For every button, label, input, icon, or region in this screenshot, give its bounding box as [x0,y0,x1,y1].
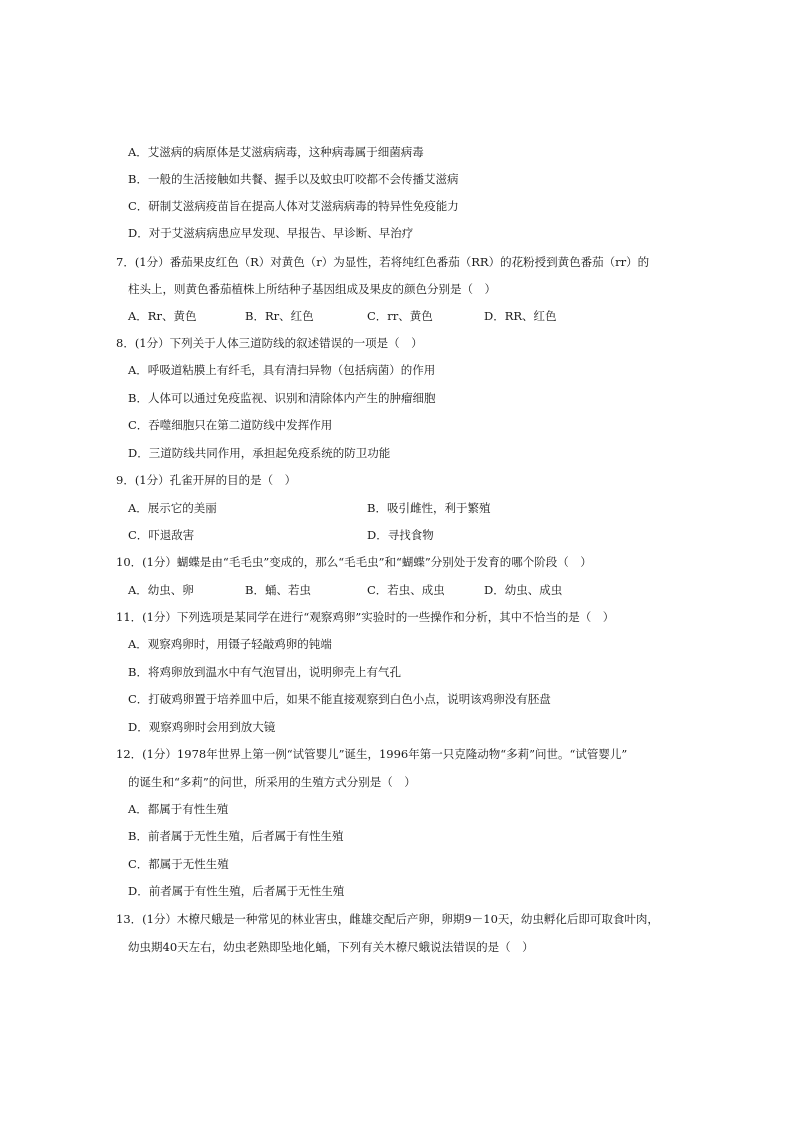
q7-stem-line2: 柱头上，则黄色番茄植株上所结种子基因组成及果皮的颜色分别是（ ） [128,282,496,296]
q7-option-a: A．Rr、黄色 [128,309,197,323]
q7-option-b: B．Rr、红色 [245,309,314,323]
q8-option-d: D．三道防线共同作用，承担起免疫系统的防卫功能 [128,446,391,460]
q9-stem: 9．(1分）孔雀开屏的目的是（ ） [116,473,297,487]
q10-stem: 10．(1分）蝴蝶是由“毛毛虫”变成的，那么“毛毛虫”和“蝴蝶”分别处于发育的哪个阶段（ ） [116,555,592,569]
q9-option-b: B．吸引雌性，利于繁殖 [367,501,491,515]
q7-stem-line1: 7．(1分）番茄果皮红色（R）对黄色（r）为显性，若将纯红色番茄（RR）的花粉授到黄色番茄（rr）的 [116,255,650,269]
q7-option-c: C．rr、黄色 [367,309,433,323]
q12-option-c: C．都属于无性生殖 [128,857,229,871]
q9-option-c: C．吓退敌害 [128,528,195,542]
q9-option-a: A．展示它的美丽 [128,501,217,515]
q11-option-c: C．打破鸡卵置于培养皿中后，如果不能直接观察到白色小点，说明该鸡卵没有胚盘 [128,692,551,706]
q6-option-b: B．一般的生活接触如共餐、握手以及蚊虫叮咬都不会传播艾滋病 [128,172,459,186]
q13-stem-line2: 幼虫期40天左右，幼虫老熟即坠地化蛹，下列有关木橑尺蛾说法错误的是（ ） [128,940,534,954]
q10-option-c: C．若虫、成虫 [367,583,445,597]
q10-option-b: B．蛹、若虫 [245,583,311,597]
q12-option-a: A．都属于有性生殖 [128,802,229,816]
q12-option-b: B．前者属于无性生殖，后者属于有性生殖 [128,829,344,843]
q13-stem-line1: 13．(1分）木橑尺蛾是一种常见的林业害虫，雌雄交配后产卵，卵期9－10天，幼虫孵化后即可取食叶肉， [116,912,659,926]
q8-option-c: C．吞噬细胞只在第二道防线中发挥作用 [128,418,333,432]
q8-stem: 8．(1分）下列关于人体三道防线的叙述错误的一项是（ ） [116,336,423,350]
q8-option-b: B．人体可以通过免疫监视、识别和清除体内产生的肿瘤细胞 [128,391,436,405]
q6-option-a: A．艾滋病的病原体是艾滋病病毒，这种病毒属于细菌病毒 [128,145,424,159]
q11-stem: 11．(1分）下列选项是某同学在进行“观察鸡卵”实验时的一些操作和分析，其中不恰当的是（ ） [116,610,615,624]
q11-option-a: A．观察鸡卵时，用镊子轻敲鸡卵的钝端 [128,637,332,651]
q9-option-d: D．寻找食物 [367,528,434,542]
q7-option-d: D．RR、红色 [484,309,557,323]
q8-option-a: A．呼吸道粘膜上有纤毛，具有清扫异物（包括病菌）的作用 [128,363,436,377]
q12-stem-line1: 12．(1分）1978年世界上第一例“试管婴儿”诞生，1996年第一只克隆动物“多莉”问世。“试管婴儿” [116,747,628,761]
q12-stem-line2: 的诞生和“多莉”的问世，所采用的生殖方式分别是（ ） [128,775,416,789]
q12-option-d: D．前者属于有性生殖，后者属于无性生殖 [128,884,345,898]
q10-option-d: D．幼虫、成虫 [484,583,563,597]
q11-option-b: B．将鸡卵放到温水中有气泡冒出，说明卵壳上有气孔 [128,665,401,679]
q6-option-d: D．对于艾滋病病患应早发现、早报告、早诊断、早治疗 [128,226,414,240]
q11-option-d: D．观察鸡卵时会用到放大镜 [128,720,276,734]
q6-option-c: C．研制艾滋病疫苗旨在提高人体对艾滋病病毒的特异性免疫能力 [128,199,459,213]
q10-option-a: A．幼虫、卵 [128,583,194,597]
